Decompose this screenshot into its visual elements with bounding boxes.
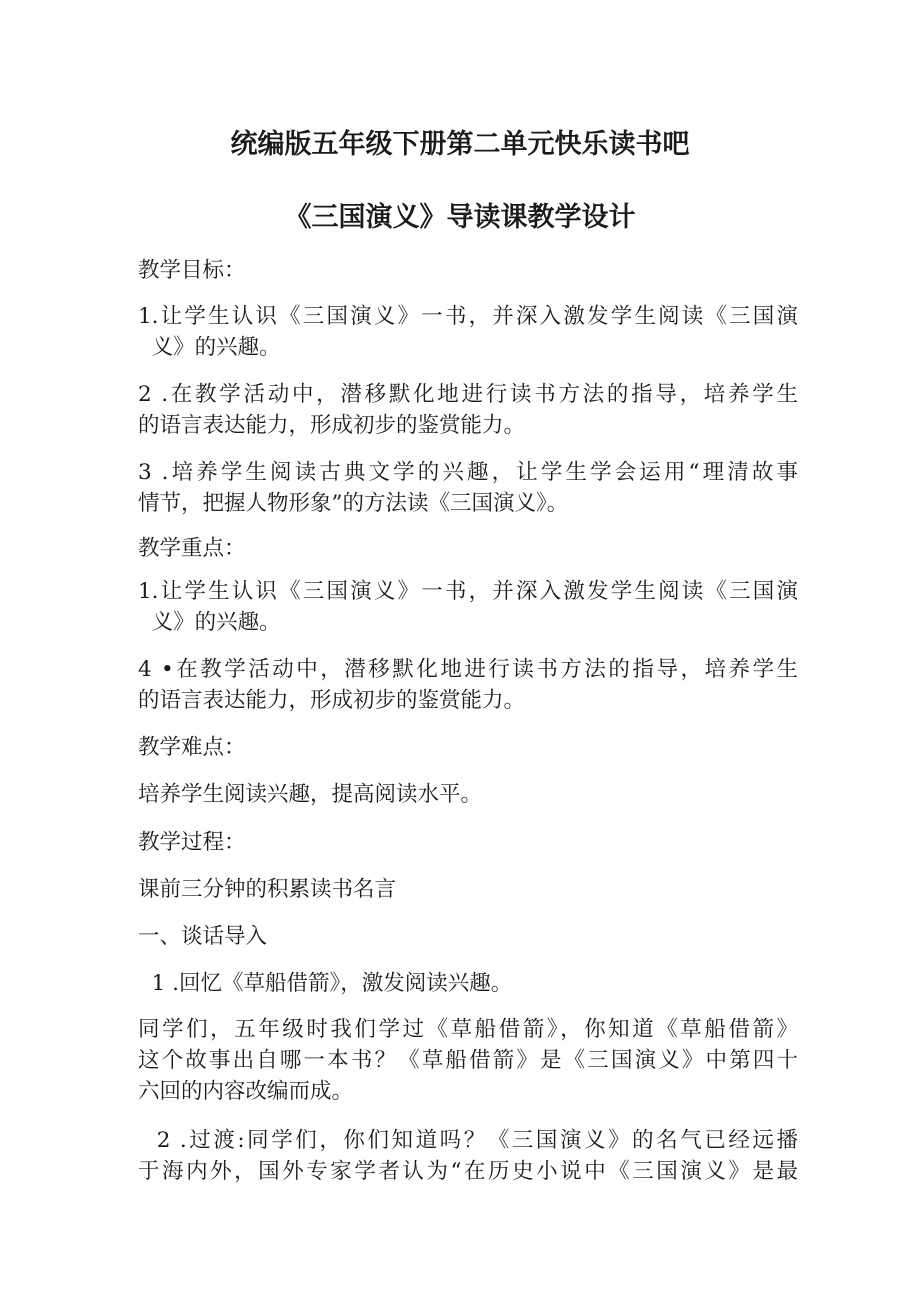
paragraph-line: 情节，把握人物形象”的方法读《三国演义》。 (138, 491, 569, 516)
paragraph-line: 1.让学生认识《三国演义》一书，并深入激发学生阅读《三国演 (138, 304, 798, 329)
document-title: 统编版五年级下册第二单元快乐读书吧 (230, 129, 690, 160)
document-subtitle: 《三国演义》导读课教学设计 (284, 202, 636, 233)
paragraph-line: 于海内外，国外专家学者认为“在历史小说中《三国演义》是最 (138, 1159, 798, 1184)
section-heading-difficulties: 教学难点： (138, 735, 246, 760)
paragraph-line: 培养学生阅读兴趣，提高阅读水平。 (138, 782, 483, 807)
paragraph-line: 3 .培养学生阅读古典文学的兴趣，让学生学会运用“理清故事 (138, 460, 798, 485)
paragraph-line: 2 .在教学活动中，潜移默化地进行读书方法的指导，培养学生 (138, 382, 798, 407)
section-heading-key-points: 教学重点： (138, 536, 246, 561)
section-heading-objectives: 教学目标： (138, 258, 246, 283)
paragraph-line: 课前三分钟的积累读书名言 (138, 877, 397, 902)
paragraph-line: 义》的兴趣。 (138, 335, 281, 360)
paragraph-line: 的语言表达能力，形成初步的鉴赏能力。 (138, 688, 526, 713)
paragraph-line: 1 .回忆《草船借箭》，激发阅读兴趣。 (138, 971, 513, 996)
paragraph-line: 的语言表达能力，形成初步的鉴赏能力。 (138, 413, 526, 438)
paragraph-line: 六回的内容改编而成。 (138, 1079, 354, 1104)
paragraph-line: 义》的兴趣。 (138, 610, 281, 635)
section-heading-intro: 一、谈话导入 (138, 924, 268, 949)
paragraph-line: 1.让学生认识《三国演义》一书，并深入激发学生阅读《三国演 (138, 579, 798, 604)
paragraph-line: 4 •在教学活动中，潜移默化地进行读书方法的指导，培养学生 (138, 657, 798, 682)
paragraph-line: 这个故事出自哪一本书？《草船借箭》是《三国演义》中第四十 (138, 1048, 798, 1073)
paragraph-line: 2 .过渡:同学们，你们知道吗？《三国演义》的名气已经远播 (138, 1128, 798, 1153)
section-heading-process: 教学过程： (138, 830, 246, 855)
paragraph-line: 同学们，五年级时我们学过《草船借箭》，你知道《草船借箭》 (138, 1017, 798, 1042)
